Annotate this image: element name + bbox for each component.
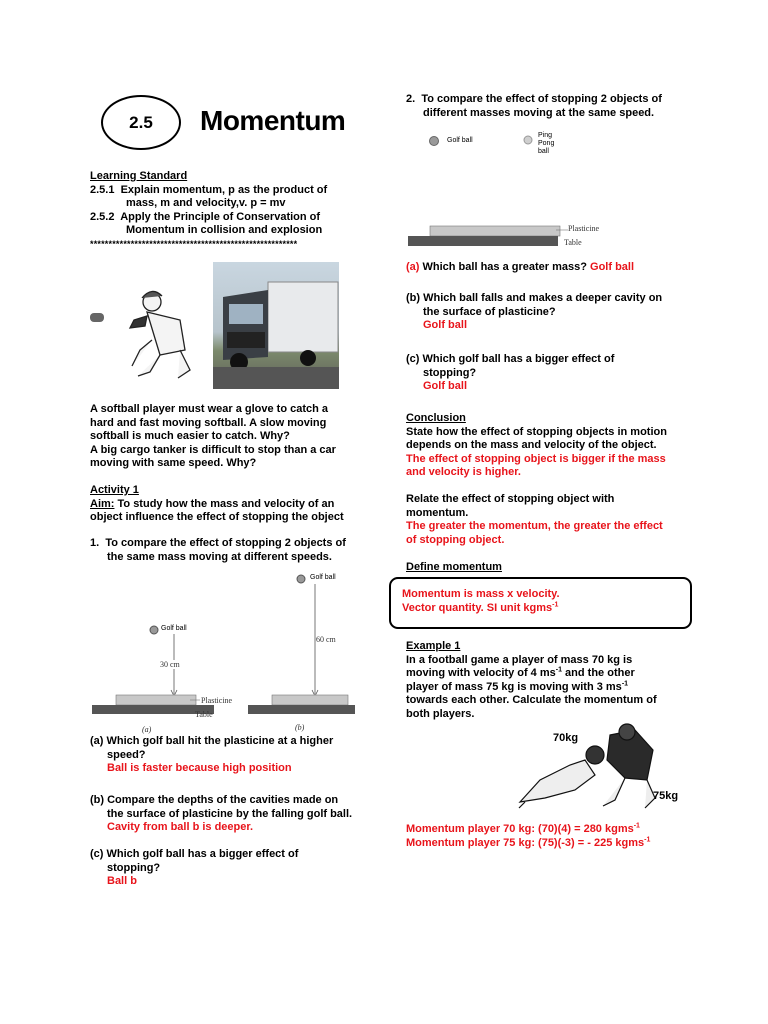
part1-question	[90, 735, 370, 776]
example-text: towards each other. Calculate the momentum of	[406, 694, 657, 706]
example-text-part: and the other	[562, 667, 635, 679]
golf-ball-icon	[297, 575, 305, 583]
ping-pong-label	[538, 132, 568, 156]
intro-line: hard and fast moving softball. A slow moving	[90, 416, 327, 429]
conclusion-text: depends on the mass and velocity of the object.	[406, 439, 657, 451]
part1-question	[90, 848, 370, 889]
football-players-illustration	[515, 720, 680, 810]
relate-text: Relate the effect of stopping object with	[406, 493, 615, 505]
softball-icon	[90, 313, 104, 322]
plasticine-label: Plasticine	[568, 224, 600, 233]
plasticine-block	[116, 695, 196, 705]
cargo-truck-photo	[213, 262, 339, 389]
activity-section	[90, 484, 365, 525]
standard-number: 2.5.1	[90, 183, 115, 196]
conclusion-heading: Conclusion	[406, 412, 466, 424]
part-text: To compare the effect of stopping 2 objects of	[105, 537, 346, 549]
superscript: -1	[644, 835, 651, 843]
part1-question	[90, 794, 375, 835]
activity-heading: Activity 1	[90, 484, 139, 496]
plasticine-block	[430, 226, 560, 236]
ping-pong-label-line: ball	[538, 148, 549, 155]
question-text: the surface of plasticine by the falling golf ball.	[107, 807, 353, 820]
golf-ball-drop-figure	[90, 570, 355, 738]
learning-standard-heading: Learning Standard	[90, 170, 188, 182]
ball-comparison-figure	[428, 130, 568, 155]
part-text: different masses moving at the same speed.	[423, 106, 655, 119]
aim-text: object influence the effect of stopping the object	[90, 511, 344, 523]
learning-standard	[90, 170, 370, 251]
question-text: (b) Which ball falls and makes a deeper cavity on	[406, 292, 663, 304]
standard-text: Explain momentum, p as the product of	[120, 183, 328, 196]
standard-number: 2.5.2	[90, 210, 115, 223]
part2-question-a	[406, 261, 706, 275]
relate-section	[406, 493, 706, 547]
definition-text	[402, 602, 690, 616]
definition-box	[389, 577, 692, 629]
definition-text: Momentum is mass x velocity.	[402, 588, 560, 600]
part-number: 1.	[90, 537, 100, 549]
example-text: both players.	[406, 707, 475, 720]
aim-text: To study how the mass and velocity of an	[114, 497, 335, 510]
question-text: stopping?	[423, 366, 477, 379]
example-text-part: player of mass 75 kg is moving with 3 ms	[406, 680, 622, 693]
player-mass-label: 70kg	[553, 732, 579, 744]
answer-text: Ball is faster because high position	[107, 762, 292, 774]
height-label: 60 cm	[316, 635, 336, 644]
part2-question-c	[406, 353, 706, 394]
superscript: -1	[621, 679, 629, 687]
answer-text: The effect of stopping object is bigger if the mass	[406, 452, 666, 465]
example-section	[406, 640, 706, 721]
plasticine-block	[272, 695, 348, 705]
question-text: (a) Which golf ball hit the plasticine at a higher	[90, 735, 334, 747]
standard-item	[90, 184, 370, 198]
softball-catcher-illustration	[90, 280, 205, 380]
golf-ball-label: Golf ball	[161, 625, 187, 632]
plasticine-table-figure	[406, 222, 616, 252]
golf-ball-label: Golf ball	[447, 137, 473, 144]
relate-text: momentum.	[406, 506, 469, 519]
question-text: the surface of plasticine?	[423, 305, 556, 318]
golf-ball-icon	[150, 626, 158, 634]
example-text-part: moving with velocity of 4 ms	[406, 667, 556, 679]
part-text: To compare the effect of stopping 2 objects of	[421, 93, 662, 105]
superscript: -1	[552, 600, 559, 608]
table-label: Table	[564, 238, 582, 247]
example-answers	[406, 823, 706, 850]
divider-stars: ********************************************************	[90, 238, 298, 249]
question-text: (c) Which golf ball has a bigger effect of	[90, 848, 299, 860]
answer-text: and velocity is higher.	[406, 466, 521, 478]
question-prefix: (a)	[406, 261, 420, 273]
standard-text: Momentum in collision and explosion	[126, 224, 323, 236]
table-label: Table	[195, 710, 213, 719]
answer-text: Cavity from ball b is deeper.	[107, 821, 254, 833]
answer-text: of stopping object.	[406, 533, 505, 546]
intro-line: A softball player must wear a glove to catch a	[90, 403, 328, 415]
intro-line: A big cargo tanker is difficult to stop than a car	[90, 443, 336, 456]
player-mass-label: 75kg	[653, 790, 679, 802]
golf-ball-icon	[430, 137, 439, 146]
figure-caption: (b)	[295, 723, 305, 732]
figure-caption: (a)	[142, 725, 152, 734]
page-title: Momentum	[200, 105, 346, 136]
question-text: speed?	[107, 748, 146, 761]
answer-text: Golf ball	[590, 261, 635, 273]
plasticine-label: Plasticine	[201, 696, 233, 705]
table	[248, 705, 355, 714]
superscript: -1	[555, 666, 562, 674]
intro-text	[90, 403, 360, 471]
answer-text: Golf ball	[423, 319, 467, 331]
part-number: 2.	[406, 93, 416, 105]
section-number-badge	[101, 95, 181, 150]
superscript: -1	[633, 822, 640, 830]
define-heading: Define momentum	[406, 561, 502, 573]
standard-item	[90, 211, 370, 225]
part1-intro	[90, 537, 365, 564]
example-text	[406, 667, 706, 681]
ping-pong-ball-icon	[524, 136, 532, 144]
question-text: Which ball has a greater mass?	[419, 261, 591, 273]
example-text: In a football game a player of mass 70 kg is	[406, 653, 633, 666]
golf-ball-label: Golf ball	[310, 574, 336, 581]
question-text: (c) Which golf ball has a bigger effect of	[406, 353, 615, 365]
answer-text: The greater the momentum, the greater the effect	[406, 520, 663, 532]
aim-label: Aim:	[90, 497, 115, 510]
section-number: 2.5	[129, 112, 153, 132]
table	[408, 236, 558, 246]
answer-text-main: Momentum player 70 kg: (70)(4) = 280 kgms	[406, 823, 634, 835]
conclusion-text: State how the effect of stopping objects in motion	[406, 425, 667, 438]
intro-line: softball is much easier to catch. Why?	[90, 430, 290, 442]
answer-text: Golf ball	[423, 380, 467, 392]
definition-text-main: Vector quantity. SI unit kgms	[402, 601, 553, 614]
example-text	[406, 681, 706, 695]
height-label: 30 cm	[160, 660, 180, 669]
answer-text	[406, 837, 706, 851]
aim-line	[90, 498, 365, 512]
example-heading: Example 1	[406, 640, 461, 652]
conclusion-section	[406, 412, 706, 480]
answer-text-main: Momentum player 75 kg: (75)(-3) = - 225 kgms	[406, 836, 645, 849]
standard-text: Apply the Principle of Conservation of	[120, 210, 321, 223]
ping-pong-label-line: Ping Pong	[538, 132, 555, 147]
intro-line: moving with same speed. Why?	[90, 457, 257, 469]
part2-intro	[406, 93, 696, 120]
question-text: (b) Compare the depths of the cavities made on	[90, 794, 339, 806]
part2-question-b	[406, 292, 706, 333]
part-text: the same mass moving at different speeds.	[107, 550, 332, 563]
answer-text	[406, 823, 706, 837]
question-text: stopping?	[107, 861, 161, 874]
answer-text: Ball b	[107, 875, 137, 887]
standard-text: mass, m and velocity,v. p = mv	[126, 197, 286, 209]
